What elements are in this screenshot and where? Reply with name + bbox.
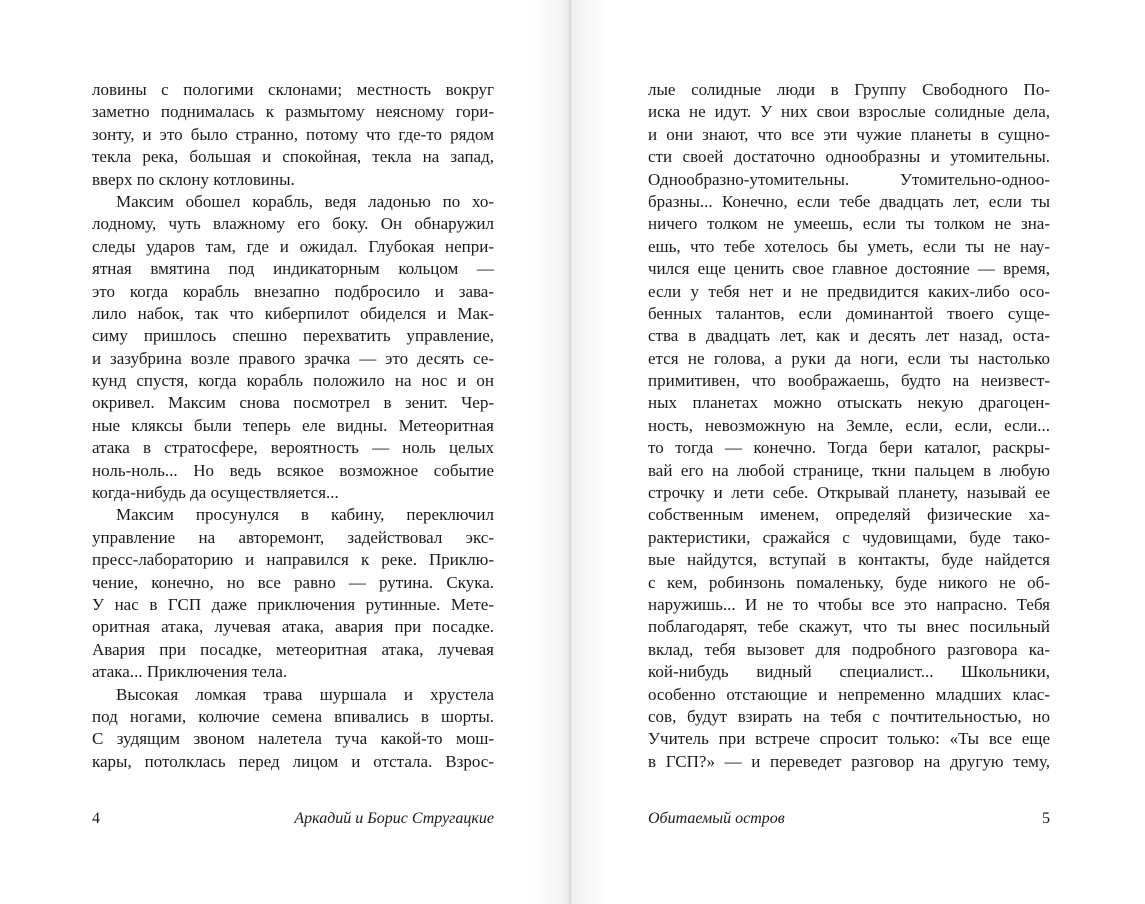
text-line: с кем, робинзонь помаленьку, буде никого не об- (648, 572, 1050, 592)
text-line: наружишь... И не то чтобы все это напрасно. Тебя (648, 594, 1050, 614)
text-line: пресс-лабораторию и направился к реке. Приклю- (92, 550, 494, 570)
text-line: У нас в ГСП даже приключения рутинные. Мете- (92, 594, 494, 614)
text-line: иска не идут. У них свои взрослые солидные дела, (648, 102, 1050, 122)
text-line: ешь, что тебе хотелось бы уметь, если ты не нау- (648, 236, 1050, 256)
text-line: Максим просунулся в кабину, переключил (116, 505, 494, 525)
text-line: ятная вмятина под индикаторным кольцом — (92, 259, 494, 279)
text-line: Высокая ломкая трава шуршала и хрустела (116, 684, 494, 704)
text-line: атака... Приключения тела. (92, 662, 288, 682)
text-line: сов, будут взирать на тебя с почтительностью, но (648, 706, 1050, 726)
text-line: строчку и лети себе. Открывай планету, называй ее (648, 483, 1050, 503)
text-line: заметно поднималась к размытому неясному гори- (92, 102, 494, 122)
book-gutter (530, 0, 610, 904)
text-line: С зудящим звоном налетела туча какой-то мош- (92, 729, 494, 749)
right-page-number: 5 (1042, 810, 1050, 827)
text-line: сти своей достаточно однообразны и утомительны. (648, 147, 1050, 167)
text-line: управление на авторемонт, задействовал экс- (92, 527, 494, 547)
text-line: и они знают, что все эти чужие планеты в сущно- (648, 124, 1050, 144)
text-line: особенно отстающие и непременно младших клас- (648, 684, 1050, 704)
text-line: собственным именем, определяй физические ха- (648, 505, 1050, 525)
text-line: кары, потолклась перед лицом и отстала. Взрос- (92, 751, 494, 771)
text-line: бразны... Конечно, если тебе двадцать лет, если ты (648, 191, 1050, 211)
text-line: и зазубрина возле правого зрачка — это десять се- (92, 348, 494, 368)
text-line: оритная атака, лучевая атака, авария при посадке. (92, 617, 494, 637)
text-line: ется не голова, а руки да ноги, если ты настолько (648, 348, 1050, 368)
text-line: ловины с пологими склонами; местность вокруг (92, 80, 494, 99)
right-running-head: Обитаемый остров (648, 810, 785, 827)
text-line: вые найдутся, вступай в контакты, буде найдется (648, 550, 1050, 570)
text-line: то тогда — конечно. Тогда бери каталог, раскры- (648, 438, 1050, 458)
text-line: кунд спустя, когда корабль положило на нос и он (92, 371, 494, 391)
text-line: Авария при посадке, метеоритная атака, лучевая (92, 639, 494, 659)
text-line: ноль-ноль... Но ведь всякое возможное событие (92, 460, 494, 480)
text-line: кой-нибудь видный специалист... Школьники, (648, 662, 1050, 682)
text-line: примитивен, что воображаешь, будто на неизвест- (648, 371, 1050, 391)
text-line: вклад, тебя вызовет для подробного разговора ка- (648, 639, 1050, 659)
text-line: Учитель при встрече спросит только: «Ты все еще (648, 729, 1050, 749)
text-line: симу пришлось спешно перехватить управление, (92, 326, 494, 346)
text-line: зонту, и это было странно, потому что где-то рядом (92, 124, 494, 144)
text-line: когда-нибудь да осуществляется... (92, 483, 339, 503)
text-line: Однообразно-утомительны. Утомительно-одноо- (648, 169, 1050, 189)
text-line: если у тебя нет и не предвидится каких-либо осо- (648, 281, 1050, 301)
text-line: ных планетах можно отыскать некую драгоцен- (648, 393, 1050, 413)
text-line: лило набок, так что киберпилот обиделся и Мак- (92, 303, 494, 323)
text-line: следы ударов там, где и ожидал. Глубокая непри- (92, 236, 494, 256)
text-line: рактеристики, сражайся с чудовищами, буде тако- (648, 527, 1050, 547)
text-line: бенных талантов, если доминантой твоего суще- (648, 303, 1050, 323)
text-line: ства в двадцать лет, как и десять лет назад, оста- (648, 326, 1050, 346)
left-page-number: 4 (92, 810, 100, 827)
text-line: ничего толком не умеешь, если ты толком не зна- (648, 214, 1050, 234)
text-line: чение, конечно, но все равно — рутина. Скука. (92, 572, 494, 592)
text-line: поблагодарят, тебе скажут, что ты внес посильный (648, 617, 1050, 637)
text-line: вверх по склону котловины. (92, 169, 295, 189)
text-line: лые солидные люди в Группу Свободного По- (648, 80, 1050, 99)
left-page-body (92, 79, 494, 773)
left-running-head: Аркадий и Борис Стругацкие (294, 810, 494, 827)
text-line: лодному, чуть влажному его боку. Он обнаружил (92, 214, 494, 234)
right-page-body (648, 79, 1050, 773)
text-line: текла река, большая и спокойная, текла на запад, (92, 147, 494, 167)
text-line: окривел. Максим снова посмотрел в зенит. Чер- (92, 393, 494, 413)
text-line: вай его на любой странице, ткни пальцем в любую (648, 460, 1050, 480)
text-line: это когда корабль внезапно подбросило и зава- (92, 281, 494, 301)
text-line: ность, невозможную на Земле, если, если, если... (648, 415, 1050, 435)
text-line: ные кляксы были теперь еле видны. Метеоритная (92, 415, 494, 435)
text-line: чился еще ценить свое главное достояние — время, (648, 259, 1050, 279)
text-line: атака в стратосфере, вероятность — ноль целых (92, 438, 494, 458)
text-line: под ногами, колючие семена впивались в шорты. (92, 706, 494, 726)
text-line: в ГСП?» — и переведет разговор на другую тему, (648, 751, 1050, 771)
text-line: Максим обошел корабль, ведя ладонью по хо- (116, 191, 494, 211)
